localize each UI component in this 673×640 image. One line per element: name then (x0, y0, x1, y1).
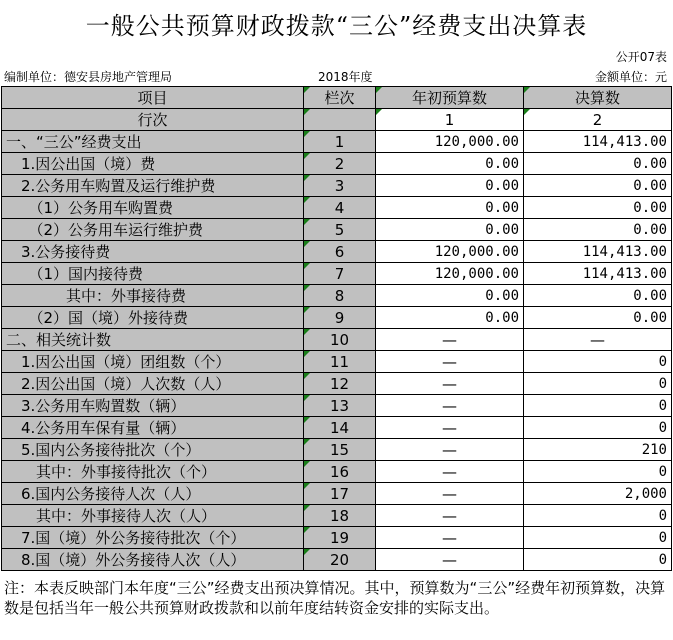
table-row (2, 197, 672, 219)
header-budget: 年初预算数 (376, 87, 524, 109)
row-final: 114,413.00 (524, 131, 672, 153)
expense-table (1, 86, 672, 571)
row-budget: 120,000.00 (376, 131, 524, 153)
row-budget: — (376, 351, 524, 373)
table-row (2, 285, 672, 307)
row-seq: 2 (304, 153, 376, 175)
row-seq: 18 (304, 505, 376, 527)
row-final: 0.00 (524, 285, 672, 307)
header-seq: 栏次 (304, 87, 376, 109)
row-budget: — (376, 527, 524, 549)
row-seq: 5 (304, 219, 376, 241)
form-code: 公开07表 (615, 50, 667, 64)
table-row (2, 527, 672, 549)
table-row (2, 307, 672, 329)
row-final: 0.00 (524, 197, 672, 219)
row-item: 其中：外事接待批次（个） (2, 461, 304, 483)
table-row (2, 175, 672, 197)
table-note: 注：本表反映部门本年度“三公”经费支出预决算情况。其中，预算数为“三公”经费年初预算数，决算数是包括当年一般公共预算财政拨款和以前年度结转资金安排的实际支出。 (4, 579, 666, 617)
row-budget: — (376, 461, 524, 483)
row-final: 210 (524, 439, 672, 461)
table-row (2, 263, 672, 285)
row-item: （1）公务用车购置费 (2, 197, 304, 219)
table-row (2, 153, 672, 175)
row-item: 3.公务接待费 (2, 241, 304, 263)
table-row (2, 505, 672, 527)
row-index-seq (304, 109, 376, 131)
table-row (2, 329, 672, 351)
row-budget: 0.00 (376, 175, 524, 197)
row-seq: 15 (304, 439, 376, 461)
row-index-label: 行次 (2, 109, 304, 131)
row-item: 6.国内公务接待人次（人） (2, 483, 304, 505)
row-final: 0 (524, 505, 672, 527)
header-final: 决算数 (524, 87, 672, 109)
row-seq: 17 (304, 483, 376, 505)
row-item: 7.国（境）外公务接待批次（个） (2, 527, 304, 549)
table-row (2, 351, 672, 373)
row-final: 114,413.00 (524, 263, 672, 285)
row-final: 0 (524, 373, 672, 395)
row-final: 2,000 (524, 483, 672, 505)
row-seq: 13 (304, 395, 376, 417)
row-seq: 16 (304, 461, 376, 483)
row-final: 0 (524, 461, 672, 483)
row-final: 114,413.00 (524, 241, 672, 263)
row-seq: 20 (304, 549, 376, 571)
row-item: 2.公务用车购置及运行维护费 (2, 175, 304, 197)
row-budget: 0.00 (376, 307, 524, 329)
row-item: 5.国内公务接待批次（个） (2, 439, 304, 461)
table-header-row (2, 87, 672, 109)
row-budget: 0.00 (376, 285, 524, 307)
row-seq: 3 (304, 175, 376, 197)
row-final: 0 (524, 527, 672, 549)
row-seq: 10 (304, 329, 376, 351)
org-label: 编制单位：德安县房地产管理局 (4, 70, 173, 84)
row-final: 0 (524, 351, 672, 373)
table-row (2, 439, 672, 461)
table-row (2, 131, 672, 153)
table-row (2, 373, 672, 395)
row-final: 0.00 (524, 307, 672, 329)
row-budget: — (376, 483, 524, 505)
row-item: 二、相关统计数 (2, 329, 304, 351)
row-item: 4.公务用车保有量（辆） (2, 417, 304, 439)
table-row (2, 549, 672, 571)
row-final: 0.00 (524, 175, 672, 197)
row-budget: — (376, 373, 524, 395)
row-seq: 1 (304, 131, 376, 153)
row-item: 一、“三公”经费支出 (2, 131, 304, 153)
col-final-number: 2 (524, 109, 672, 131)
page-title: 一般公共预算财政拨款“三公”经费支出决算表 (85, 12, 588, 40)
row-budget: — (376, 505, 524, 527)
row-item: 3.公务用车购置数（辆） (2, 395, 304, 417)
row-final: 0 (524, 417, 672, 439)
row-item: 8.国（境）外公务接待人次（人） (2, 549, 304, 571)
table-row (2, 219, 672, 241)
row-item: 其中：外事接待费 (2, 285, 304, 307)
row-budget: — (376, 395, 524, 417)
table-index-row (2, 109, 672, 131)
row-budget: — (376, 417, 524, 439)
row-seq: 6 (304, 241, 376, 263)
row-item: 1.因公出国（境）团组数（个） (2, 351, 304, 373)
row-budget: — (376, 549, 524, 571)
unit-label: 金额单位：元 (594, 70, 667, 84)
row-item: 1.因公出国（境）费 (2, 153, 304, 175)
row-seq: 4 (304, 197, 376, 219)
col-budget-number: 1 (376, 109, 524, 131)
row-item: 2.因公出国（境）人次数（人） (2, 373, 304, 395)
table-row (2, 417, 672, 439)
row-budget: 0.00 (376, 197, 524, 219)
row-item: （2）公务用车运行维护费 (2, 219, 304, 241)
row-seq: 14 (304, 417, 376, 439)
row-budget: 120,000.00 (376, 263, 524, 285)
row-budget: — (376, 329, 524, 351)
row-budget: 0.00 (376, 153, 524, 175)
row-budget: 0.00 (376, 219, 524, 241)
row-item: 其中：外事接待人次（人） (2, 505, 304, 527)
table-row (2, 461, 672, 483)
table-row (2, 395, 672, 417)
row-seq: 8 (304, 285, 376, 307)
row-seq: 9 (304, 307, 376, 329)
row-seq: 11 (304, 351, 376, 373)
row-seq: 7 (304, 263, 376, 285)
row-seq: 12 (304, 373, 376, 395)
table-row (2, 483, 672, 505)
row-final: 0 (524, 549, 672, 571)
table-row (2, 241, 672, 263)
row-final: 0 (524, 395, 672, 417)
row-final: 0.00 (524, 219, 672, 241)
row-final: 0.00 (524, 153, 672, 175)
row-item: （1）国内接待费 (2, 263, 304, 285)
row-final: — (524, 329, 672, 351)
row-budget: 120,000.00 (376, 241, 524, 263)
row-item: （2）国（境）外接待费 (2, 307, 304, 329)
row-budget: — (376, 439, 524, 461)
row-seq: 19 (304, 527, 376, 549)
year-label: 2018年度 (318, 70, 373, 84)
header-item: 项目 (2, 87, 304, 109)
